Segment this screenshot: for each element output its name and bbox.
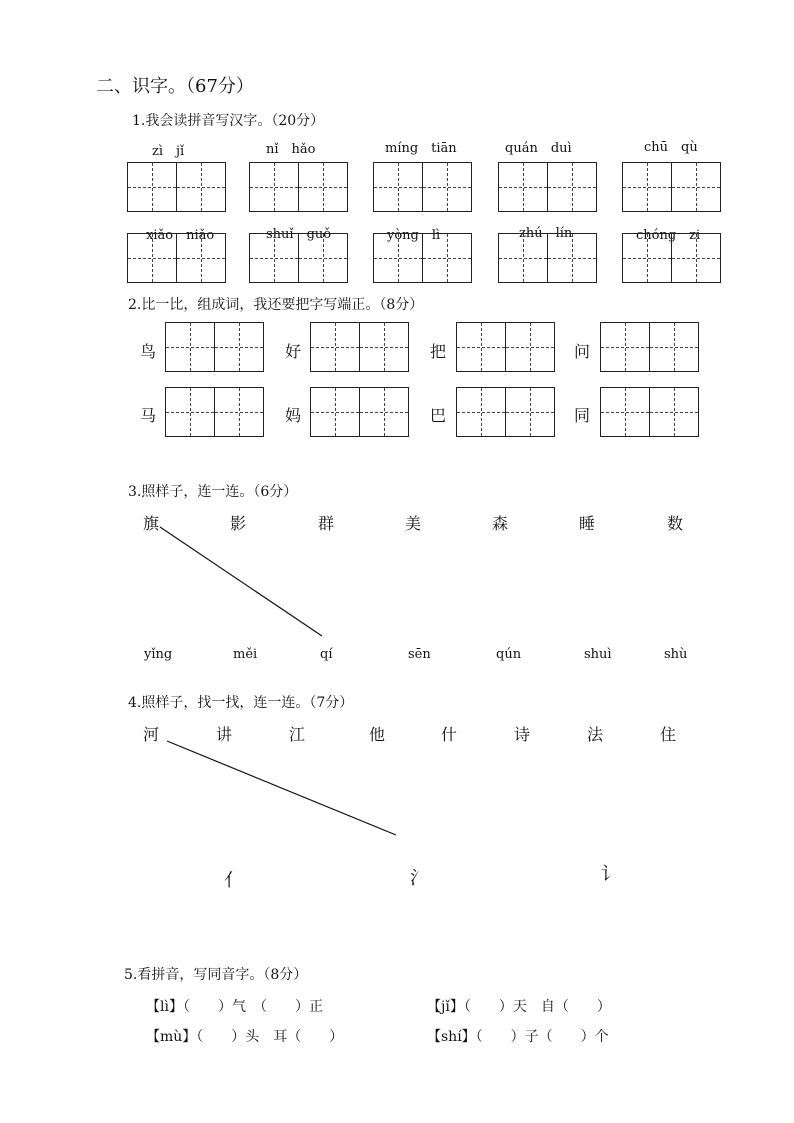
q1-pinyin: quán duì bbox=[505, 141, 572, 156]
q3-char[interactable]: 影 bbox=[230, 514, 247, 533]
q2-char: 好 bbox=[285, 342, 302, 361]
q2-char: 巴 bbox=[430, 406, 447, 425]
q2-char: 马 bbox=[140, 406, 157, 425]
q3-pinyin[interactable]: shù bbox=[664, 647, 688, 662]
q4-char[interactable]: 河 bbox=[143, 725, 160, 744]
q2-char: 同 bbox=[574, 406, 591, 425]
q1-pinyin: chóng zi bbox=[636, 228, 701, 243]
section-title: 二、识字。（67分） bbox=[96, 76, 254, 97]
q1-pinyin: míng tiān bbox=[385, 141, 457, 156]
example-line-q4 bbox=[167, 741, 396, 835]
q1-pinyin: zhú lín bbox=[519, 226, 573, 241]
q4-char[interactable]: 他 bbox=[369, 725, 386, 744]
q4-char[interactable]: 江 bbox=[289, 725, 306, 744]
q4-char[interactable]: 什 bbox=[441, 725, 458, 744]
q3-pinyin[interactable]: qún bbox=[496, 647, 522, 662]
q5-line[interactable]: 【jǐ】（ ）天 自（ ） bbox=[427, 999, 611, 1015]
q2-char: 妈 bbox=[285, 406, 302, 425]
q3-char[interactable]: 群 bbox=[318, 514, 335, 533]
q3-pinyin[interactable]: sēn bbox=[408, 647, 431, 662]
q4-char[interactable]: 诗 bbox=[514, 725, 531, 744]
q3-pinyin[interactable]: qí bbox=[320, 647, 333, 662]
q4-radical[interactable]: 氵 bbox=[410, 868, 428, 889]
q1-title: 1.我会读拼音写汉字。（20分） bbox=[132, 113, 325, 129]
q4-radical[interactable]: 讠 bbox=[601, 864, 619, 885]
q2-char: 把 bbox=[430, 342, 447, 361]
q1-pinyin: chū qù bbox=[644, 140, 698, 155]
q2-char: 鸟 bbox=[140, 342, 157, 361]
q5-title: 5.看拼音，写同音字。（8分） bbox=[124, 967, 308, 983]
example-line-q3 bbox=[160, 527, 322, 636]
q3-char[interactable]: 数 bbox=[667, 514, 684, 533]
q4-title: 4.照样子，找一找，连一连。（7分） bbox=[128, 695, 354, 711]
q2-title: 2.比一比，组成词，我还要把字写端正。（8分） bbox=[128, 297, 424, 313]
q1-pinyin: nǐ hǎo bbox=[266, 142, 316, 157]
q3-char[interactable]: 美 bbox=[405, 514, 422, 533]
q3-char[interactable]: 森 bbox=[492, 514, 509, 533]
q3-pinyin[interactable]: shuì bbox=[584, 647, 612, 662]
q1-pinyin: zì jǐ bbox=[152, 144, 185, 159]
q4-char[interactable]: 讲 bbox=[216, 725, 233, 744]
q5-line[interactable]: 【mù】（ ）头 耳（ ） bbox=[146, 1029, 344, 1045]
q4-char[interactable]: 住 bbox=[660, 725, 677, 744]
q3-pinyin[interactable]: měi bbox=[233, 647, 258, 662]
q2-char: 问 bbox=[574, 342, 591, 361]
q3-char[interactable]: 旗 bbox=[143, 514, 160, 533]
q3-pinyin[interactable]: yǐng bbox=[144, 647, 173, 662]
q3-title: 3.照样子，连一连。（6分） bbox=[128, 484, 298, 500]
q5-line[interactable]: 【shí】（ ）子（ ）个 bbox=[427, 1029, 609, 1045]
q4-radical[interactable]: 亻 bbox=[224, 870, 242, 891]
q1-pinyin: xiǎo niǎo bbox=[146, 228, 215, 243]
q1-pinyin: yòng lì bbox=[387, 228, 441, 243]
q4-char[interactable]: 法 bbox=[587, 725, 604, 744]
q5-line[interactable]: 【lì】（ ）气 （ ）正 bbox=[146, 999, 323, 1015]
q3-char[interactable]: 睡 bbox=[579, 514, 596, 533]
q1-pinyin: shuǐ guǒ bbox=[266, 227, 332, 242]
